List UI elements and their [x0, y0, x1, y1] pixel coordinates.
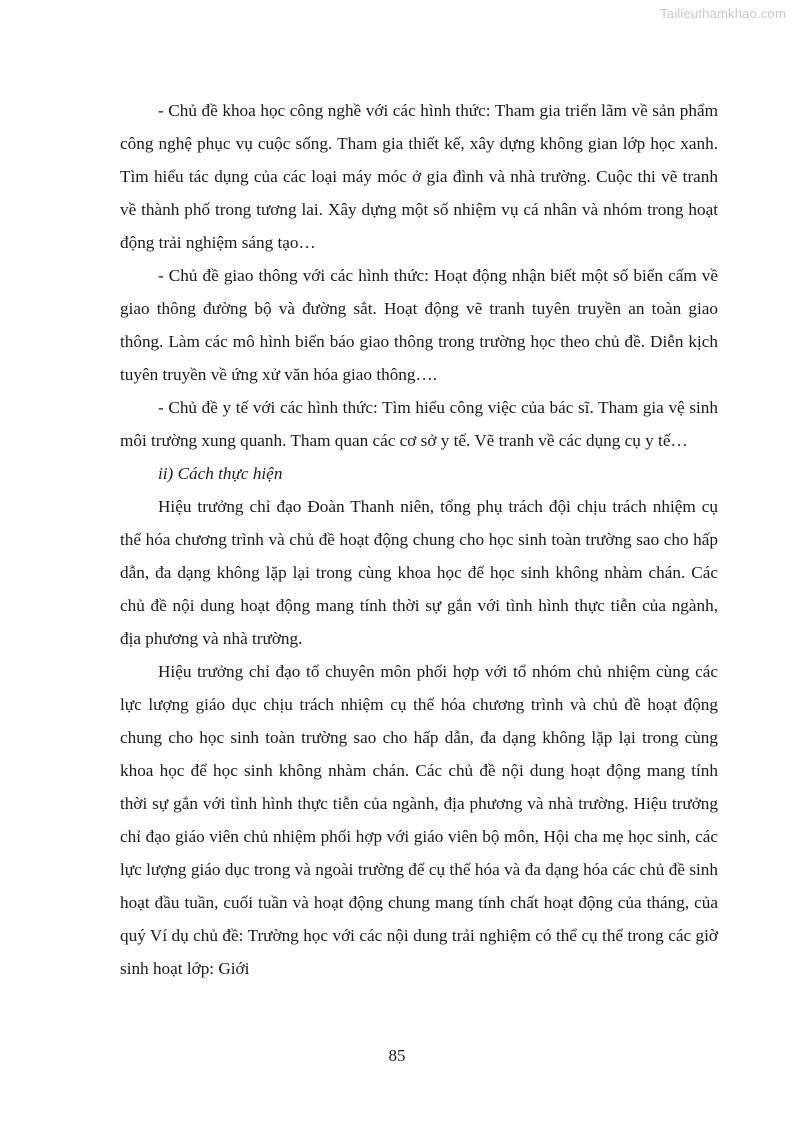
paragraph-health: - Chủ đề y tế với các hình thức: Tìm hiểu công việc của bác sĩ. Tham gia vệ sinh môi trường xung quanh. Tham quan các cơ sở y tế. Vẽ tranh về các dụng cụ y tế…: [120, 398, 718, 450]
paragraph-principal-youth-union: Hiệu trưởng chỉ đạo Đoàn Thanh niên, tổng phụ trách đội chịu trách nhiệm cụ thể hóa chương trình và chủ đề hoạt động chung cho học sinh toàn trường sao cho hấp dẫn, đa dạng không lặp lại trong cùng khoa học để học sinh không nhàm chán. Các chủ đề nội dung hoạt động mang tính thời sự gắn với tình hình thực tiễn của ngành, địa phương và nhà trường.: [120, 497, 718, 648]
page-number: 85: [388, 1046, 406, 1065]
document-body: [120, 94, 718, 985]
paragraph-principal-professional-group: Hiệu trưởng chỉ đạo tổ chuyên môn phối hợp với tổ nhóm chủ nhiệm cùng các lực lượng giáo dục chịu trách nhiệm cụ thể hóa chương trình và chủ đề hoạt động chung cho học sinh toàn trường sao cho hấp dẫn, đa dạng không lặp lại trong cùng khoa học để học sinh không nhàm chán. Các chủ đề nội dung hoạt động mang tính thời sự gắn với tình hình thực tiễn của ngành, địa phương và nhà trường. Hiệu trưởng chỉ đạo giáo viên chủ nhiệm phối hợp với giáo viên bộ môn, Hội cha mẹ học sinh, các lực lượng giáo dục trong và ngoài trường để cụ thể hóa và đa dạng hóa các chủ đề sinh hoạt đầu tuần, cuối tuần và hoạt động chung mang tính chất hoạt động của tháng, của quý Ví dụ chủ đề: Trường học với các nội dung trải nghiệm có thể cụ thể trong các giờ sinh hoạt lớp: Giới: [120, 662, 718, 978]
paragraph-traffic: - Chủ đề giao thông với các hình thức: Hoạt động nhận biết một số biển cấm về giao thông đường bộ và đường sắt. Hoạt động vẽ tranh tuyên truyền an toàn giao thông. Làm các mô hình biển báo giao thông trong trường học theo chủ đề. Diễn kịch tuyên truyền về ứng xử văn hóa giao thông….: [120, 266, 718, 384]
section-heading-implementation: ii) Cách thực hiện: [158, 464, 283, 483]
watermark: Tailieuthamkhao.com: [660, 6, 786, 21]
paragraph-science-technology: - Chủ đề khoa học công nghề với các hình thức: Tham gia triển lãm về sản phẩm công nghệ phục vụ cuộc sống. Tham gia thiết kế, xây dựng không gian lớp học xanh. Tìm hiểu tác dụng của các loại máy móc ở gia đình và nhà trường. Cuộc thi vẽ tranh về thành phố trong tương lai. Xây dựng một số nhiệm vụ cá nhân và nhóm trong hoạt động trải nghiệm sáng tạo…: [120, 101, 718, 252]
